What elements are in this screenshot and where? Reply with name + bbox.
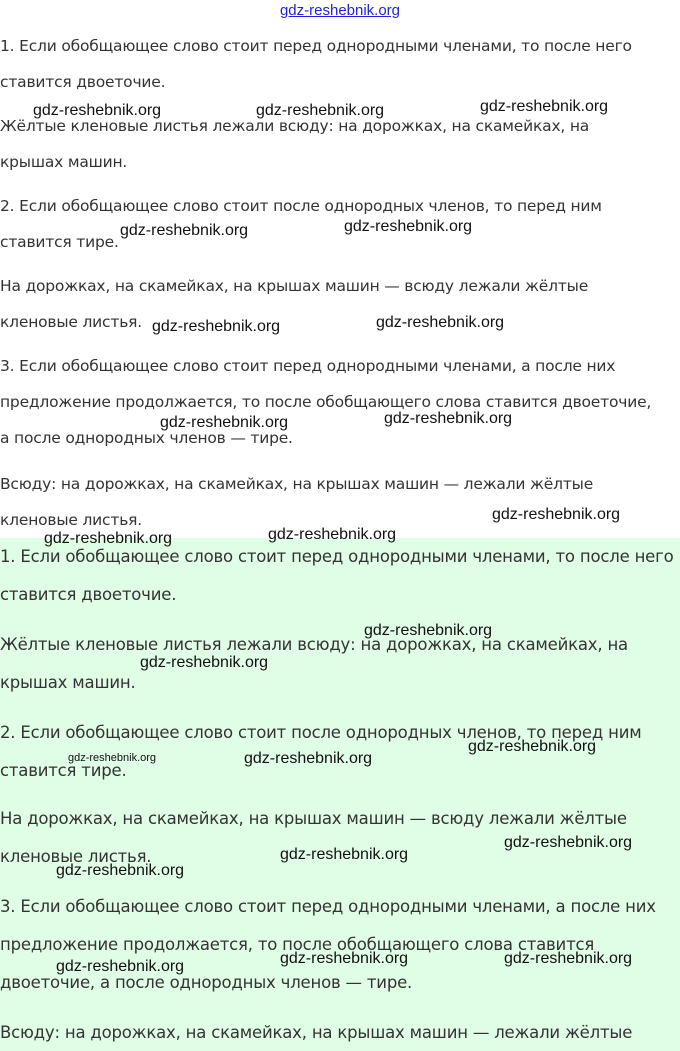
watermark-text: gdz-reshebnik.org <box>140 654 269 671</box>
example-1-text: Жёлтые кленовые листья лежали всюду: на дорожках, на скамейках, на крышах машин. <box>0 117 590 171</box>
watermark-text: gdz-reshebnik.org <box>280 950 409 967</box>
watermark-text: gdz-reshebnik.org <box>344 218 473 235</box>
example-3-text: Всюду: на дорожках, на скамейках, на крышах машин — лежали жёлтые <box>0 1023 633 1042</box>
watermark-text: gdz-reshebnik.org <box>480 98 609 115</box>
rule-2-text: 2. Если обобщающее слово стоит после однородных членов, то перед ним ставится тире. <box>0 197 602 251</box>
answer-block-green <box>0 538 680 1051</box>
watermark-text: gdz-reshebnik.org <box>160 414 289 431</box>
watermark-text: gdz-reshebnik.org <box>492 506 621 523</box>
example-1-text: Жёлтые кленовые листья лежали всюду: на дорожках, на скамейках, на крышах машин. <box>0 635 628 692</box>
watermark-text: gdz-reshebnik.org <box>364 622 493 639</box>
watermark-text: gdz-reshebnik.org <box>244 750 373 767</box>
rule-1-text: 1. Если обобщающее слово стоит перед однородными членами, то после него ставится двоеточие. <box>0 547 674 604</box>
answer-block-white <box>0 28 680 538</box>
site-link[interactable]: gdz-reshebnik.org <box>279 2 401 19</box>
watermark-text: gdz-reshebnik.org <box>68 752 157 764</box>
example-2-text: На дорожках, на скамейках, на крышах машин — всюду лежали жёлтые кленовые листья. <box>0 277 589 331</box>
watermark-text: gdz-reshebnik.org <box>376 314 505 331</box>
watermark-text: gdz-reshebnik.org <box>280 846 409 863</box>
rule-3-text: 3. Если обобщающее слово стоит перед однородными членами, а после них предложение продолжается, то после обобщающего слова ставится двоеточие, а после однородных членов — тире. <box>0 357 652 447</box>
watermark-text: gdz-reshebnik.org <box>468 738 597 755</box>
watermark-text: gdz-reshebnik.org <box>44 530 173 547</box>
example-2-text: На дорожках, на скамейках, на крышах машин — всюду лежали жёлтые кленовые листья. <box>0 809 627 866</box>
watermark-text: gdz-reshebnik.org <box>256 102 385 119</box>
watermark-text: gdz-reshebnik.org <box>33 102 162 119</box>
rule-1-text: 1. Если обобщающее слово стоит перед однородными членами, то после него ставится двоеточие. <box>0 37 632 91</box>
watermark-text: gdz-reshebnik.org <box>152 318 281 335</box>
watermark-text: gdz-reshebnik.org <box>120 222 249 239</box>
watermark-text: gdz-reshebnik.org <box>384 410 513 427</box>
watermark-text: gdz-reshebnik.org <box>268 526 397 543</box>
rule-3-text: 3. Если обобщающее слово стоит перед однородными членами, а после них предложение продолжается, то после обобщающего слова ставится двоеточие, а после однородных членов — тире. <box>0 897 656 992</box>
watermark-text: gdz-reshebnik.org <box>504 950 633 967</box>
example-3-text: Всюду: на дорожках, на скамейках, на крышах машин — лежали жёлтые кленовые листья. <box>0 475 594 529</box>
watermark-text: gdz-reshebnik.org <box>56 958 185 975</box>
watermark-text: gdz-reshebnik.org <box>56 862 185 879</box>
rule-2-text: 2. Если обобщающее слово стоит после однородных членов, то перед ним ставится тире. <box>0 723 642 780</box>
watermark-text: gdz-reshebnik.org <box>504 834 633 851</box>
